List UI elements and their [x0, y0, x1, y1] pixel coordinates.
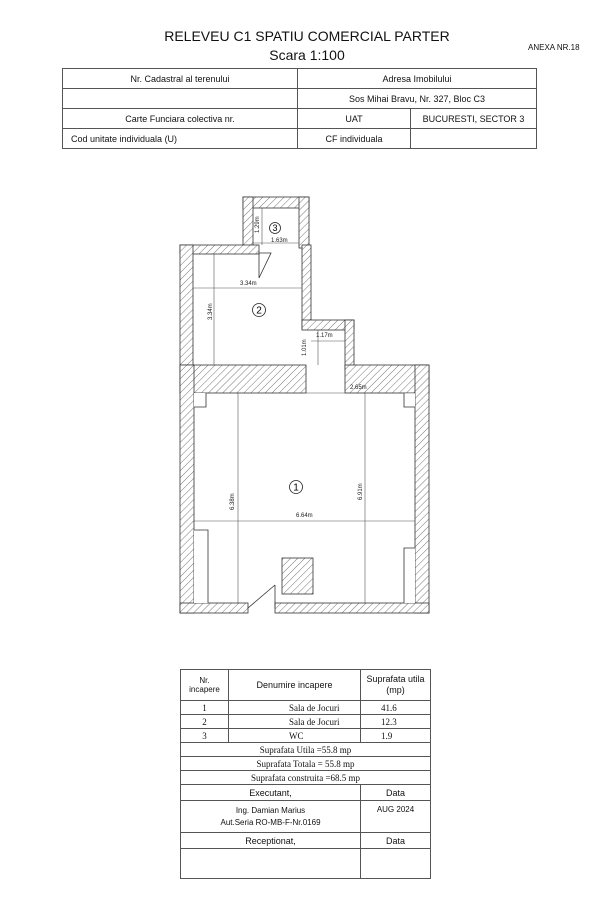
dim-room1-width: 6.64m: [296, 513, 313, 519]
scale-label: Scara 1:100: [269, 47, 345, 63]
table-row: 2 Sala de Jocuri 12.3: [181, 715, 431, 729]
engineer-name: Ing. Damian Marius: [235, 805, 306, 815]
dim-room1-left-height: 6.38m: [230, 493, 236, 510]
total-utila: Suprafata Utila =55.8 mp: [181, 743, 431, 757]
cod-label: Cod unitate individuala (U): [63, 129, 298, 149]
dim-niche-width: 1.17m: [316, 333, 333, 339]
room-2-number: 2: [256, 305, 262, 317]
room-3-number: 3: [272, 223, 278, 233]
executant-label: Executant,: [181, 785, 361, 801]
reception-signature: [181, 849, 361, 879]
annex-label: ANEXA NR.18: [528, 43, 580, 52]
total-construita: Suprafata construita =68.5 mp: [181, 771, 431, 785]
walls: [180, 197, 429, 613]
dim-room1-right-height: 6.91m: [358, 483, 364, 500]
data-label: Data: [361, 785, 431, 801]
receptionat-label: Receptionat,: [181, 833, 361, 849]
dim-room2-height: 3.34m: [208, 303, 214, 320]
uat-value: BUCURESTI, SECTOR 3: [411, 109, 537, 129]
dim-room1-upper-width: 2.65m: [350, 385, 367, 391]
cf-label: CF individuala: [298, 129, 411, 149]
table-row: 1 Sala de Jocuri 41.6: [181, 701, 431, 715]
dim-room2-width: 3.34m: [240, 281, 257, 287]
cadastral-label: Nr. Cadastral al terenului: [63, 69, 298, 89]
authorization: Aut.Seria RO-MB-F-Nr.0169: [220, 817, 321, 827]
dim-room3-width: 1.63m: [271, 238, 288, 244]
col-nr-header: Nr. incapere: [181, 670, 229, 701]
uat-label: UAT: [298, 109, 411, 129]
rooms-table: [180, 669, 431, 879]
dim-niche-depth: 1.01m: [302, 339, 308, 356]
engineer-cell: [181, 801, 361, 833]
total-totala: Suprafata Totala = 55.8 mp: [181, 757, 431, 771]
document-title: RELEVEU C1 SPATIU COMERCIAL PARTER: [164, 28, 450, 44]
dim-room3-height: 1.29m: [255, 216, 261, 233]
table-row: 3 WC 1.9: [181, 729, 431, 743]
room-1-number: 1: [293, 482, 299, 494]
col-area-header: Suprafata utila (mp): [361, 670, 431, 701]
col-name-header: Denumire incapere: [229, 670, 361, 701]
execution-date: AUG 2024: [361, 801, 431, 833]
address-label: Adresa Imobilului: [298, 69, 537, 89]
data-label-2: Data: [361, 833, 431, 849]
reception-date: [361, 849, 431, 879]
carte-label: Carte Funciara colectiva nr.: [63, 109, 298, 129]
address-value: Sos Mihai Bravu, Nr. 327, Bloc C3: [298, 89, 537, 109]
